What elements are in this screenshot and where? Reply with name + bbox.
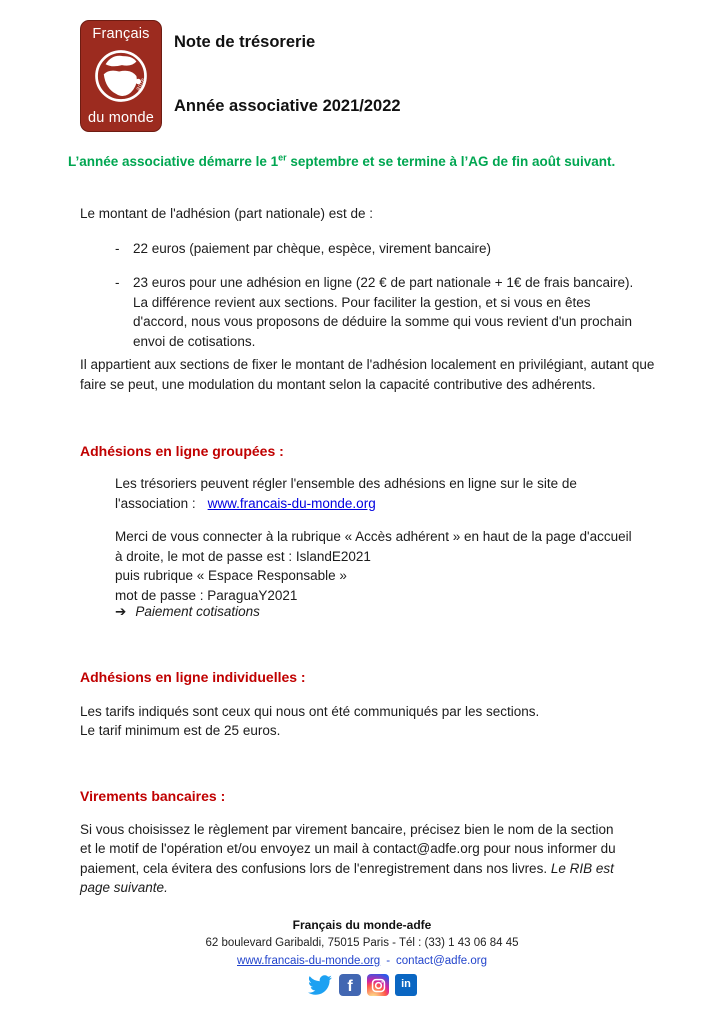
section-heading-individual: Adhésions en ligne individuelles : — [80, 668, 306, 685]
bullet-text: 23 euros pour une adhésion en ligne (22 € de part nationale + 1€ de frais bancaire). La différence revient aux sections. Pour faciliter la gestion, et si vous en êtes d'accord, nous vous proposons de déduire la somme qui vous revient d'un prochain envoi de cotisations. — [133, 275, 634, 349]
footer-org-name: Français du monde-adfe — [292, 918, 432, 932]
transfers-text: Si vous choisissez le règlement par virement bancaire, précisez bien le nom de la section et le motif de l'opération et/ou envoyez un mail à contact@adfe.org pour nous informer du paiement, cela évitera des confusions lors de l'enregistrement dans nos livres. — [80, 821, 616, 876]
grouped-step-1: Merci de vous connecter à la rubrique « Accès adhérent » en haut de la page d'accueil à droite, le mot de passe est : IslandE2021 — [115, 529, 632, 564]
linkedin-icon[interactable] — [395, 974, 417, 996]
grouped-intro-text: Les trésoriers peuvent régler l'ensemble des adhésions en ligne sur le site de l'association : — [115, 476, 577, 511]
footer-website-link[interactable]: www.francais-du-monde.org — [237, 955, 381, 967]
page-subtitle: Année associative 2021/2022 — [174, 96, 401, 115]
banner-text-post: septembre et se termine à l’AG de fin août suivant. — [286, 154, 616, 169]
banner-text-pre: L’année associative démarre le 1 — [68, 154, 279, 169]
logo-text-top: Français — [92, 26, 150, 42]
logo-text-bottom: du monde — [87, 110, 155, 126]
twitter-icon[interactable] — [307, 974, 333, 996]
page-title: Note de trésorerie — [174, 33, 316, 51]
website-link[interactable]: www.francais-du-monde.org — [207, 495, 376, 511]
footer — [0, 917, 724, 996]
bullet-item-online — [115, 273, 660, 351]
header — [80, 20, 660, 132]
intro-paragraph: Le montant de l'adhésion (part nationale) est de : — [80, 206, 374, 221]
bullet-dash: - — [115, 275, 120, 290]
footer-links — [0, 952, 724, 970]
logo-text-side: adfe — [135, 76, 148, 92]
section-heading-grouped: Adhésions en ligne groupées : — [80, 443, 284, 459]
facebook-letter: f — [347, 977, 353, 995]
grouped-intro-paragraph — [115, 474, 635, 513]
footer-email-link[interactable]: contact@adfe.org — [396, 955, 487, 967]
grouped-step-3: mot de passe : ParaguaY2021 — [115, 587, 298, 603]
org-logo — [80, 20, 162, 132]
arrow-icon: ➔ — [115, 604, 127, 619]
payment-arrow-line — [115, 602, 635, 622]
facebook-icon[interactable] — [339, 974, 361, 996]
title-block — [174, 20, 401, 132]
sections-policy-paragraph: Il appartient aux sections de fixer le montant de l'adhésion localement en privilégiant, autant que faire se peut, une modulation du montant selon la capacité contributive des adhérents. — [80, 357, 655, 392]
transfers-italic-note: Le RIB est page suivante. — [80, 860, 614, 895]
banner-superscript: er — [278, 152, 287, 163]
bullet-dash: - — [115, 240, 120, 256]
bullet-item-cheque — [115, 239, 660, 259]
linkedin-letters: in — [401, 978, 411, 991]
individual-paragraph — [80, 702, 660, 741]
section-heading-transfers: Virements bancaires : — [80, 787, 226, 804]
social-icons-row — [0, 974, 724, 996]
bullet-text: 22 euros (paiement par chèque, espèce, virement bancaire) — [133, 240, 491, 256]
individual-line-1: Les tarifs indiqués sont ceux qui nous ont été communiqués par les sections. — [80, 703, 540, 719]
banner-note — [68, 153, 684, 171]
individual-line-2: Le tarif minimum est de 25 euros. — [80, 723, 281, 738]
footer-address: 62 boulevard Garibaldi, 75015 Paris - Tél : (33) 1 43 06 84 45 — [205, 937, 519, 949]
grouped-step-2: puis rubrique « Espace Responsable » — [115, 568, 347, 583]
payment-label: Paiement cotisations — [135, 604, 260, 619]
instagram-icon[interactable] — [367, 974, 389, 996]
transfers-paragraph — [80, 820, 625, 898]
footer-separator: - — [386, 955, 391, 967]
grouped-instructions-paragraph — [115, 527, 635, 605]
